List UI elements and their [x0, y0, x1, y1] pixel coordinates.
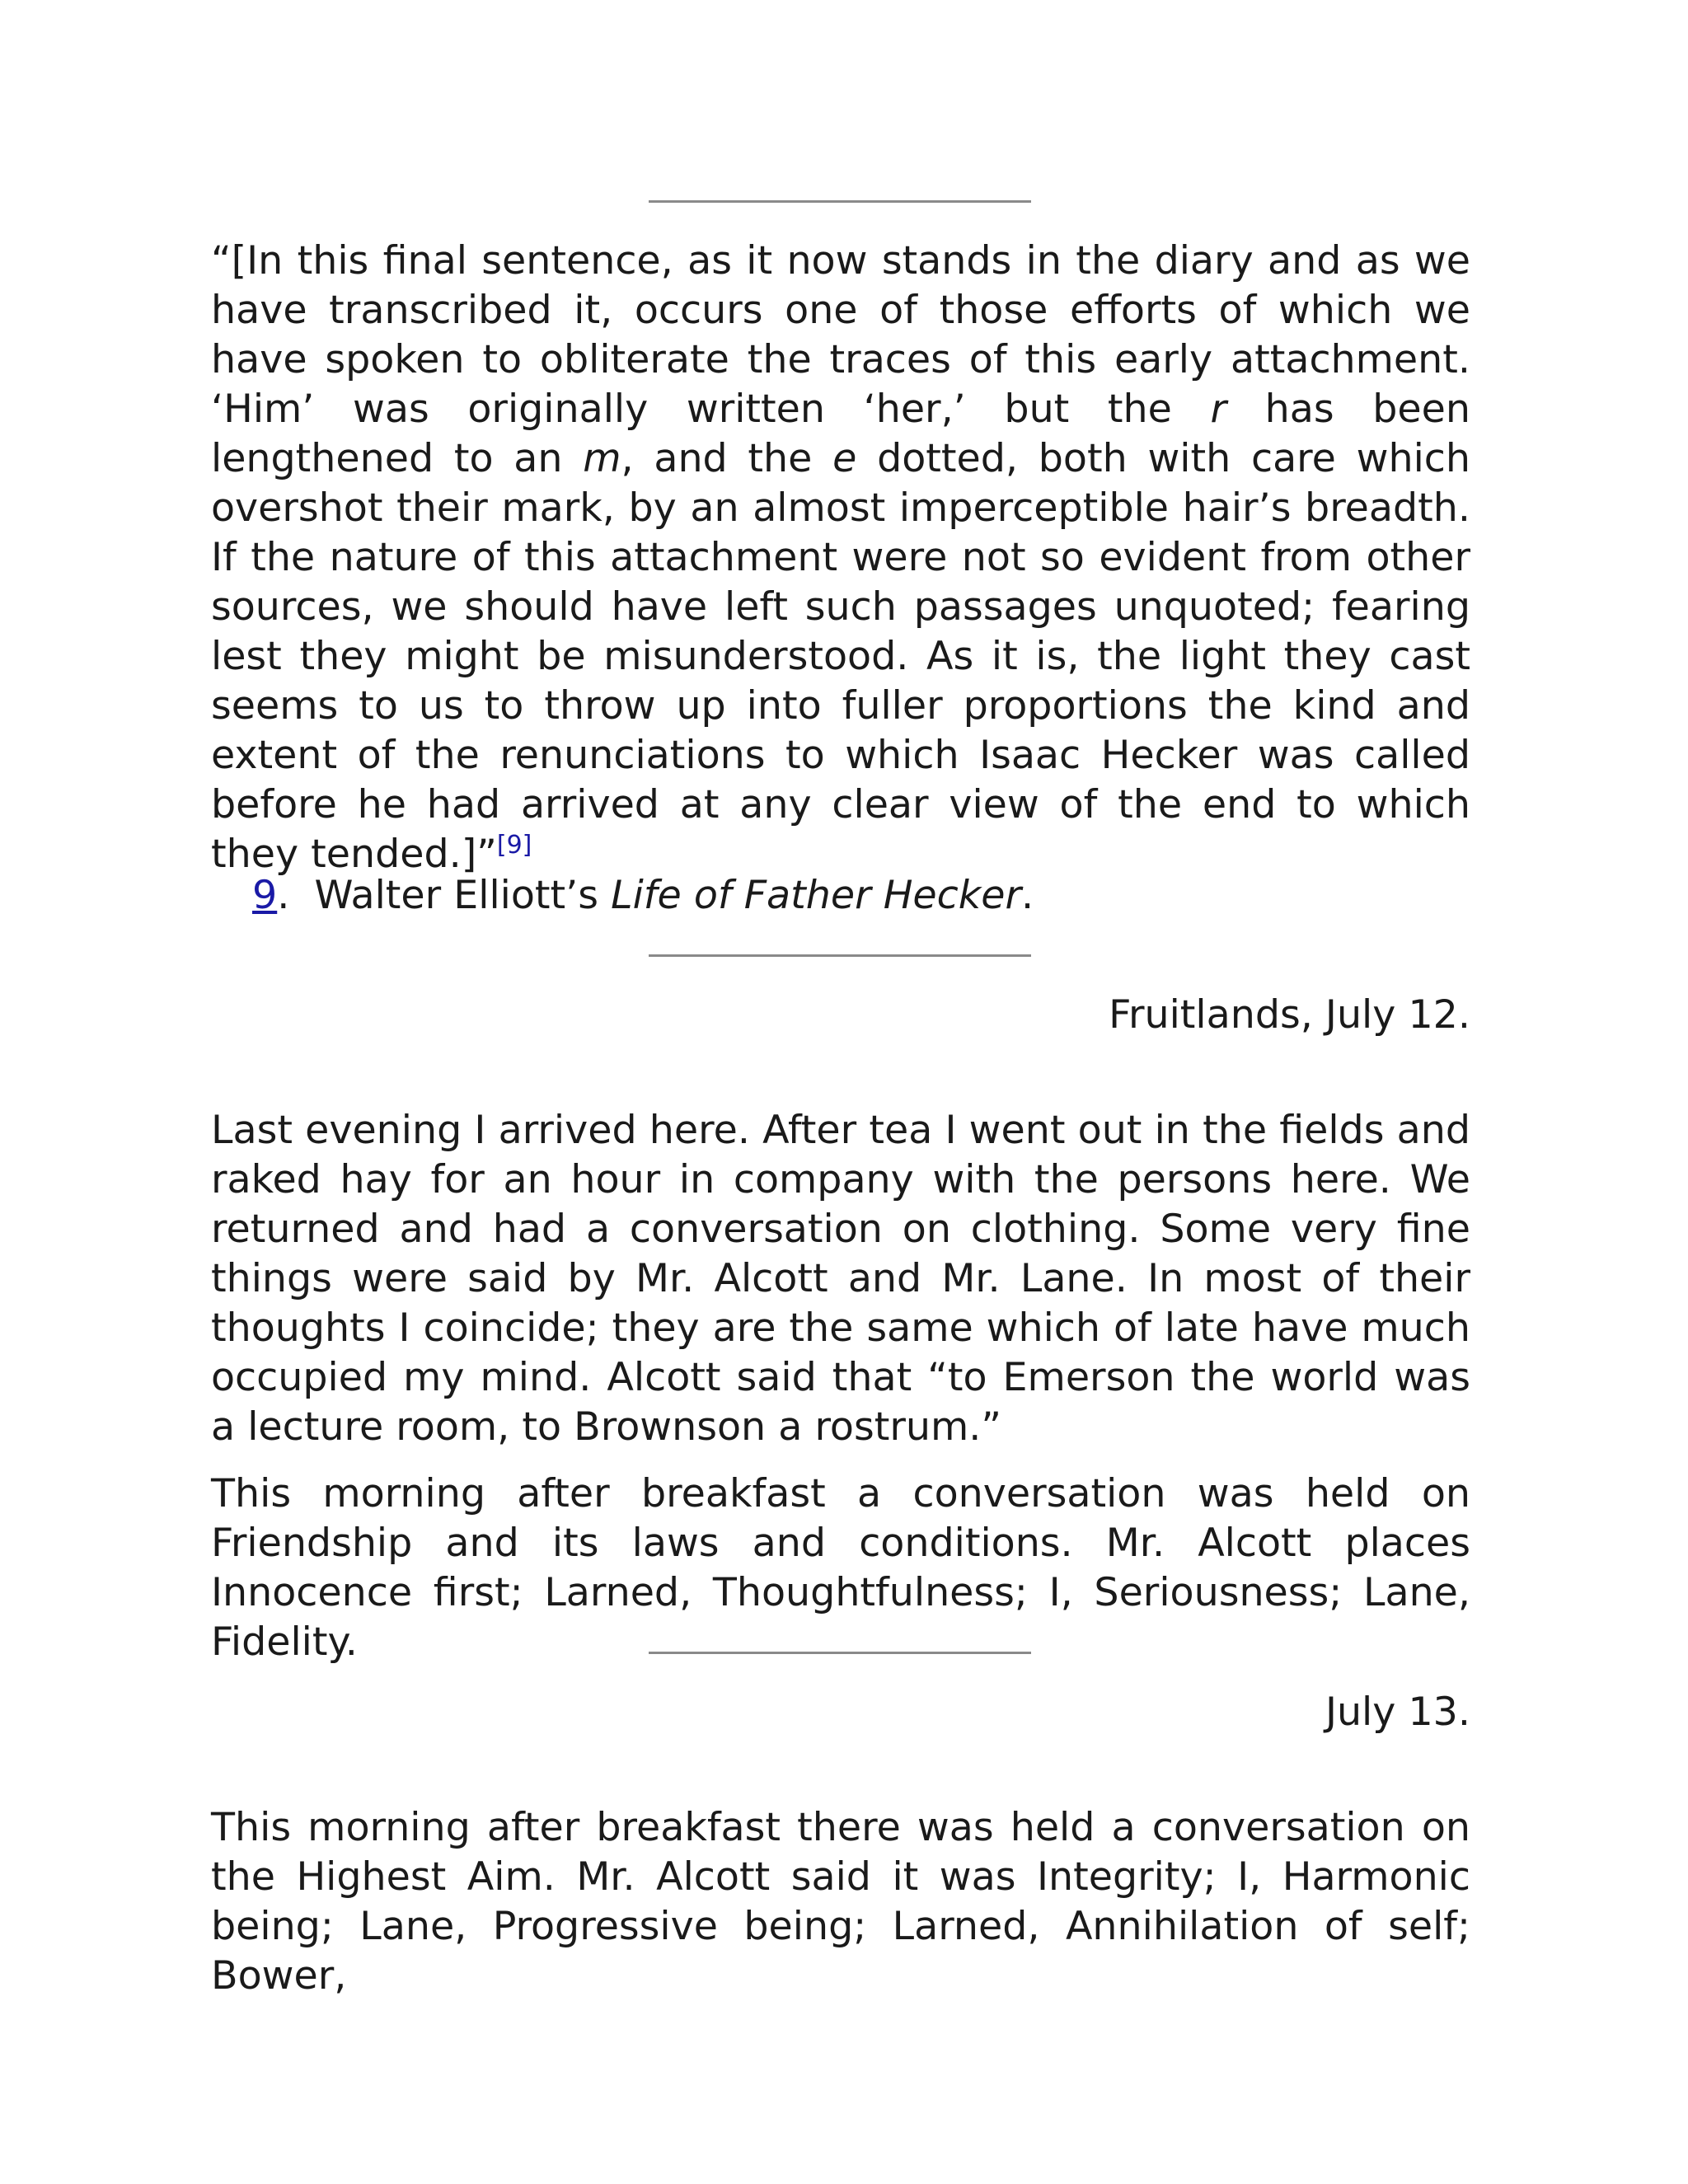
footnote-book-title: Life of Father Hecker: [611, 873, 1022, 918]
footnote-number-link[interactable]: 9: [252, 873, 278, 918]
quote-italic-letter: m: [583, 436, 621, 481]
quote-text: dotted, both with care which overshot their mark, by an almost imperceptible hair’s breadth. If the nature of this attachment were not so evident from other sources, we should have left such passages unquoted; fearing lest they might be misunderstood. As it is, the light they cast seems to us to throw up into fuller proportions the kind and extent of the renunciations to which Isaac Hecker was called before he had arrived at any clear view of the end to which they tended.]”: [211, 436, 1470, 877]
section-divider: [649, 954, 1031, 957]
section-divider: [649, 200, 1031, 203]
entry-date: July 13.: [1325, 1690, 1470, 1735]
entry-date: Fruitlands, July 12.: [1109, 992, 1470, 1038]
footnote-reference-link[interactable]: [9]: [496, 831, 532, 860]
footnote: [252, 871, 1470, 921]
quote-italic-letter: e: [832, 436, 857, 481]
quoted-commentary-paragraph: [211, 237, 1470, 879]
quote-text: “[In this final sentence, as it now stands in the diary and as we have transcribed it, occurs one of those efforts of which we have spoken to obliterate the traces of this early attachment. ‘Him’ was originally written ‘her,’ but the: [211, 238, 1470, 432]
section-divider: [649, 1652, 1031, 1654]
diary-paragraph: This morning after breakfast a conversation was held on Friendship and its laws and conditions. Mr. Alcott places Innocence first; Larned, Thoughtfulness; I, Seriousness; Lane, Fidelity.: [211, 1471, 1470, 1665]
footnote-text: .: [1021, 873, 1034, 918]
quote-italic-letter: r: [1210, 387, 1227, 432]
diary-paragraph: This morning after breakfast there was held a conversation on the Highest Aim. Mr. Alcott said it was Integrity; I, Harmonic being; Lane, Progressive being; Larned, Annihilation of self; Bower,: [211, 1805, 1470, 1999]
diary-paragraph: Last evening I arrived here. After tea I went out in the fields and raked hay for an hour in company with the persons here. We returned and had a conversation on clothing. Some very fine things were said by Mr. Alcott and Mr. Lane. In most of their thoughts I coincide; they are the same which of late have much occupied my mind. Alcott said that “to Emerson the world was a lecture room, to Brownson a rostrum.”: [211, 1108, 1470, 1450]
footnote-text: Walter Elliott’s: [314, 873, 612, 918]
footnote-separator: .: [277, 873, 315, 918]
quote-text: has been lengthened to an: [211, 387, 1470, 481]
quote-text: , and the: [621, 436, 833, 481]
